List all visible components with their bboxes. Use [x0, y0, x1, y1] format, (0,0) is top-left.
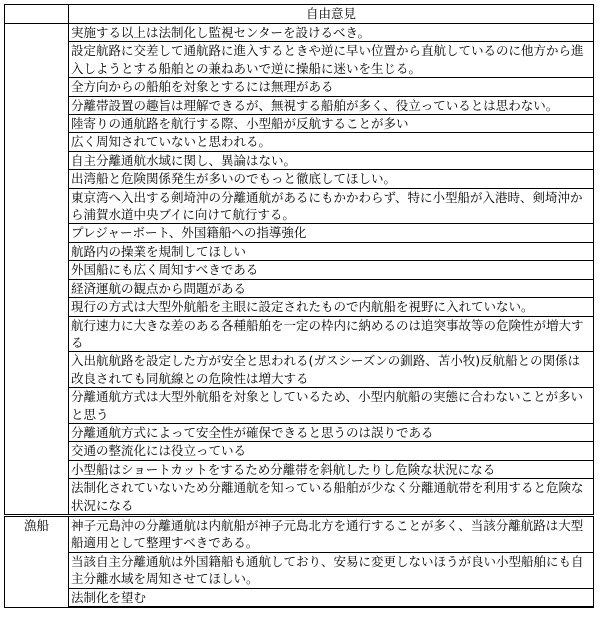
table-row: [5, 78, 594, 96]
opinion-cell: 現行の方式は大型外航船を主眼に設定されたもので内航船を視野に入れていない。: [69, 298, 594, 316]
opinion-cell: 外国船にも広く周知すべきである: [69, 261, 594, 279]
header-row: [5, 5, 594, 24]
category-header: [5, 5, 69, 24]
table-row: [5, 442, 594, 460]
opinion-cell: 法制化されていないため分離通航を知っている船舶が少なく分離通航帯を利用すると危険な状況になる: [69, 479, 594, 516]
table-row: [5, 552, 594, 588]
opinion-table: [4, 4, 594, 608]
table-row: [5, 588, 594, 607]
opinion-cell: 分離通航方式によって安全性が確保できると思うのは誤りである: [69, 423, 594, 441]
opinion-cell: 分離通航方式は大型外航船を対象としているため、小型内航船の実態に合わないことが多いと思う: [69, 388, 594, 424]
opinion-cell: 自主分離通航水域に関し、異論はない。: [69, 151, 594, 169]
table-row: [5, 298, 594, 316]
opinion-cell: 設定航路に交差して通航路に進入するときや逆に早い位置から直航しているのに他方から進入しようとする船舶との兼ねあいで逆に操船に迷いを生じる。: [69, 42, 594, 78]
opinion-cell: 実施する以上は法制化し監視センターを設けるべき。: [69, 24, 594, 42]
table-row: [5, 261, 594, 279]
opinion-cell: 広く周知されていないと思われる。: [69, 133, 594, 151]
table-row: [5, 460, 594, 478]
table-row: [5, 188, 594, 224]
table-row: [5, 115, 594, 133]
table-row: [5, 96, 594, 114]
opinion-cell: 航行速力に大きな差のある各種船舶を一定の枠内に納めるのは追突事故等の危険性が増大する: [69, 316, 594, 352]
table-row: [5, 352, 594, 388]
opinion-cell: 入出航航路を設定した方が安全と思われる(ガスシーズンの釧路、苫小牧)反航船との関係は改良されても同航線との危険性は増大する: [69, 352, 594, 388]
table-row: [5, 388, 594, 424]
table-row: [5, 151, 594, 169]
opinion-cell: 陸寄りの通航路を航行する際、小型船が反航することが多い: [69, 115, 594, 133]
opinion-cell: 分離帯設置の趣旨は理解できるが、無視する船舶が多く、役立っているとは思わない。: [69, 96, 594, 114]
category-cell: 漁船: [5, 515, 69, 607]
opinion-cell: 出湾船と危険関係発生が多いのでもっと徹底してほしい。: [69, 170, 594, 188]
opinion-cell: 東京湾へ入出する剣埼沖の分離通航があるにもかかわらず、特に小型船が入港時、剣埼沖から浦賀水道中央ブイに向けて航行する。: [69, 188, 594, 224]
table-row: [5, 224, 594, 242]
table-row: [5, 423, 594, 441]
table-row: [5, 316, 594, 352]
opinion-cell: 全方向からの船舶を対象とするには無理がある: [69, 78, 594, 96]
table-row: [5, 479, 594, 516]
table-row: [5, 133, 594, 151]
opinion-cell: 小型船はショートカットをするため分離帯を斜航したりし危険な状況になる: [69, 460, 594, 478]
table-row: [5, 515, 594, 552]
table-body: [5, 24, 594, 608]
opinion-cell: プレジャーボート、外国籍船への指導強化: [69, 224, 594, 242]
table-row: [5, 242, 594, 260]
table-row: [5, 279, 594, 297]
opinion-cell: 法制化を望む: [69, 588, 594, 607]
opinion-cell: 航路内の操業を規制してほしい: [69, 242, 594, 260]
opinion-table-wrapper: [4, 4, 594, 608]
opinion-cell: 経済運航の観点から問題がある: [69, 279, 594, 297]
opinion-cell: 当該自主分離通航は外国籍船も通航しており、安易に変更しないほうが良い小型船舶にも自主分離水域を周知させてほしい。: [69, 552, 594, 588]
table-row: [5, 24, 594, 42]
opinion-cell: 交通の整流化には役立っている: [69, 442, 594, 460]
table-row: [5, 170, 594, 188]
category-cell: [5, 24, 69, 516]
opinion-cell: 神子元島沖の分離通航は内航船が神子元島北方を通行することが多く、当該分離航路は大型船適用として整理すべきである。: [69, 515, 594, 552]
opinion-header: 自由意見: [69, 5, 594, 24]
table-row: [5, 42, 594, 78]
